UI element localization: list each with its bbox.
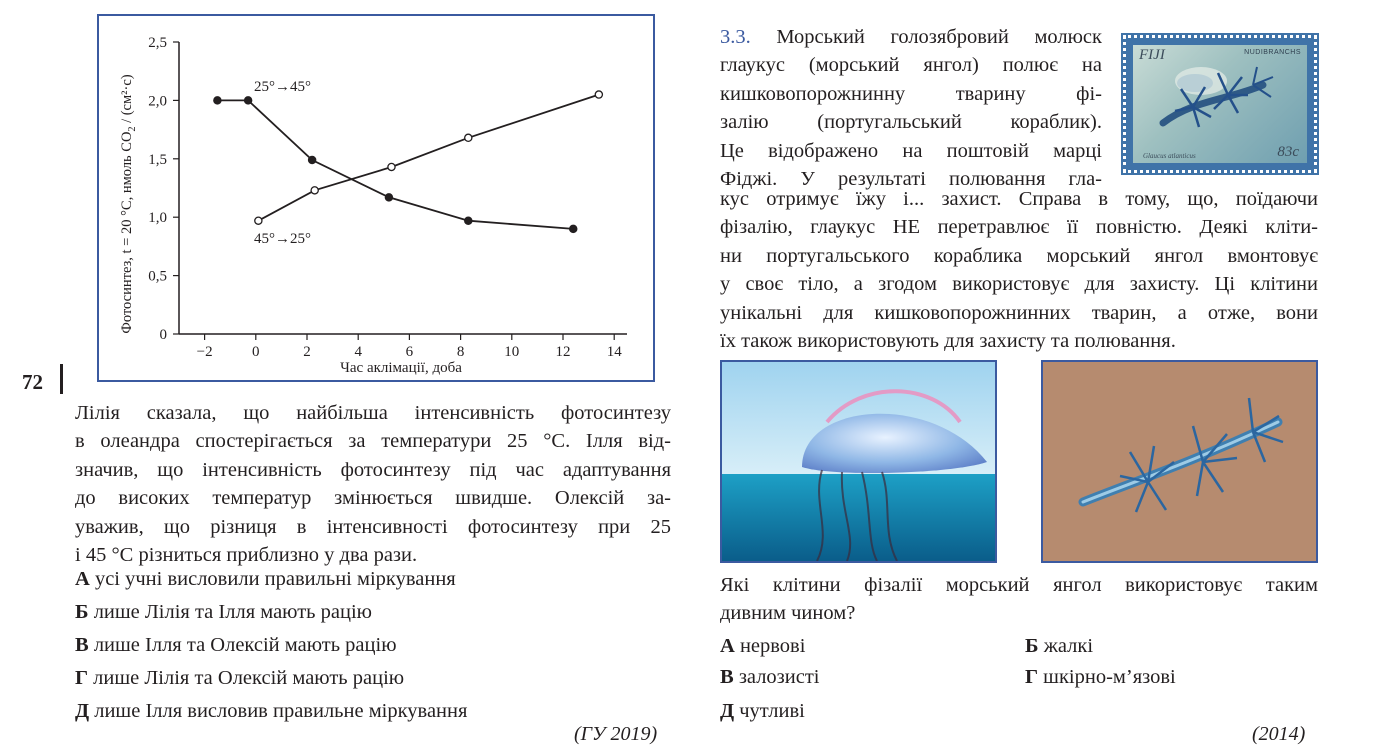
left-option-v[interactable] — [75, 631, 397, 659]
right-option-g[interactable] — [1025, 663, 1176, 691]
option-letter: Г — [1025, 666, 1039, 688]
fiji-postage-stamp — [1123, 35, 1317, 173]
paragraph-line: глаукус (морський янгол) полює на — [720, 54, 1102, 77]
physalia-photo — [720, 360, 997, 563]
x-tick-label: 4 — [354, 344, 362, 360]
paragraph-line: унікальні для кишковопорожнинних тварин, а отже, вони — [720, 301, 1318, 324]
left-option-b[interactable] — [75, 598, 372, 626]
option-text: лише Ілля висловив правильне міркування — [94, 700, 468, 722]
left-option-d[interactable] — [75, 697, 467, 725]
option-letter: В — [75, 634, 89, 656]
x-tick-label: 10 — [504, 344, 520, 360]
series-label-45-25: 45°→25° — [254, 231, 311, 247]
series-2-point — [311, 187, 318, 194]
paragraph-line: Фіджі. У результаті полювання гла- — [720, 168, 1102, 191]
x-tick-label: 12 — [555, 344, 571, 360]
glaucus-photo — [1041, 360, 1318, 563]
left-option-g[interactable] — [75, 664, 404, 692]
paragraph-line: уважив, що різниця в інтенсивності фотосинтезу при 25 — [75, 515, 671, 538]
chart-canvas — [99, 16, 653, 380]
y-axis-label-subscript: 2 — [127, 126, 138, 132]
physalia-illustration — [722, 362, 995, 561]
option-letter: Г — [75, 667, 89, 689]
stamp-image — [1133, 45, 1307, 163]
photosynthesis-chart — [97, 14, 655, 382]
paragraph-line: кус отримує їжу і... захист. Справа в тому, що, поїдаючи — [720, 188, 1318, 210]
option-text: жалкі — [1043, 635, 1094, 657]
stamp-country: FIJI — [1139, 47, 1165, 63]
y-axis-label-unit: / (см²·с) — [119, 74, 135, 127]
series-1-point — [465, 217, 472, 224]
series-1-point — [570, 225, 577, 232]
option-letter: Б — [75, 601, 89, 623]
paragraph-line: дивним чином? — [720, 602, 856, 625]
option-text: лише Ілля та Олексій мають рацію — [93, 634, 397, 656]
x-tick-label: 8 — [456, 344, 465, 360]
series-label-25-45: 25°→45° — [254, 79, 311, 95]
question-number: 3.3. — [720, 26, 751, 48]
x-tick-label: 0 — [252, 344, 260, 360]
option-letter: А — [720, 635, 735, 657]
paragraph-line: ни португальського кораблика морський янгол вмонтовує — [720, 244, 1318, 267]
option-letter: Д — [75, 700, 90, 722]
x-tick-label: 14 — [606, 344, 622, 360]
left-question-paragraph — [75, 399, 671, 569]
option-text: шкірно-м’язові — [1043, 666, 1176, 688]
right-question-prompt — [720, 571, 1318, 628]
option-text: нервові — [739, 635, 806, 657]
first-line-text: Морський голозябровий молюск — [776, 26, 1102, 48]
stamp-label: NUDIBRANCHS — [1244, 49, 1301, 56]
paragraph-line: фізалію, глаукус НЕ перетравлює її повністю. Деякі кліти- — [720, 216, 1318, 239]
y-tick-label: 2,5 — [148, 35, 167, 51]
page-number: 72 — [22, 370, 43, 394]
glaucus-illustration — [1043, 362, 1316, 561]
y-tick-label: 2,0 — [148, 93, 167, 110]
stamp-caption: Glaucus atlanticus — [1143, 152, 1196, 160]
y-axis-label-main: Фотосинтез, t = 20 °C, нмоль CO — [119, 131, 135, 334]
series-1-point — [214, 97, 221, 104]
right-option-d[interactable] — [720, 697, 805, 725]
x-tick-label: −2 — [196, 344, 213, 360]
paragraph-line: Це відображено на поштовій марці — [720, 139, 1102, 162]
right-source: (2014) — [1252, 723, 1306, 745]
series-1-point — [385, 194, 392, 201]
right-question-body — [720, 185, 1318, 355]
right-option-v[interactable] — [720, 663, 820, 691]
right-option-b[interactable] — [1025, 632, 1093, 660]
series-2-point — [465, 134, 472, 141]
y-tick-label: 1,0 — [148, 210, 167, 227]
option-text: залозисті — [738, 666, 820, 688]
y-axis-label — [119, 74, 138, 333]
series-2-point — [595, 91, 602, 98]
series-1-point — [245, 97, 252, 104]
right-question-intro — [720, 23, 1102, 193]
paragraph-line: до високих температур змінюється швидше. Олексій за- — [75, 487, 671, 510]
series-2-point — [255, 217, 262, 224]
paragraph-line: Які клітини фізалії морський янгол використовує таким — [720, 574, 1318, 596]
paragraph-line: кишковопорожнинну тварину фі- — [720, 82, 1102, 105]
paragraph-line: і 45 °С різниться приблизно у два рази. — [75, 544, 418, 567]
paragraph-line: їх також використовують для захисту та полювання. — [720, 330, 1176, 353]
option-letter: А — [75, 568, 90, 590]
series-1-point — [309, 156, 316, 163]
option-text: лише Лілія та Ілля мають рацію — [93, 601, 372, 623]
left-option-a[interactable] — [75, 565, 456, 593]
y-tick-label: 1,5 — [148, 151, 167, 168]
stamp-value: 83c — [1277, 144, 1299, 160]
y-tick-label: 0,5 — [148, 268, 167, 285]
chart-marks — [214, 91, 603, 233]
left-source: (ГУ 2019) — [574, 723, 658, 745]
option-letter: Б — [1025, 635, 1039, 657]
paragraph-line: залію (португальський кораблик). — [720, 111, 1102, 134]
paragraph-line: значив, що інтенсивність фотосинтезу під час адаптування — [75, 458, 671, 481]
option-text: усі учні висловили правильні міркування — [94, 568, 456, 590]
x-axis-label: Час аклімації, доба — [340, 360, 462, 376]
page-number-bar — [60, 364, 63, 394]
option-text: чутливі — [739, 700, 805, 722]
paragraph-line: у своє тіло, а згодом використовує для захисту. Ці клітини — [720, 273, 1318, 296]
paragraph-line: Лілія сказала, що найбільша інтенсивність фотосинтезу — [75, 402, 671, 424]
paragraph-line: в олеандра спостерігається за температури 25 °С. Ілля від- — [75, 430, 671, 453]
y-tick-label: 0 — [159, 327, 167, 343]
option-letter: В — [720, 666, 734, 688]
x-tick-label: 6 — [405, 344, 414, 360]
x-tick-label: 2 — [303, 344, 311, 360]
right-option-a[interactable] — [720, 632, 805, 660]
option-text: лише Лілія та Олексій мають рацію — [93, 667, 405, 689]
option-letter: Д — [720, 700, 735, 722]
series-2-point — [388, 163, 395, 170]
paragraph-line — [720, 23, 1102, 51]
